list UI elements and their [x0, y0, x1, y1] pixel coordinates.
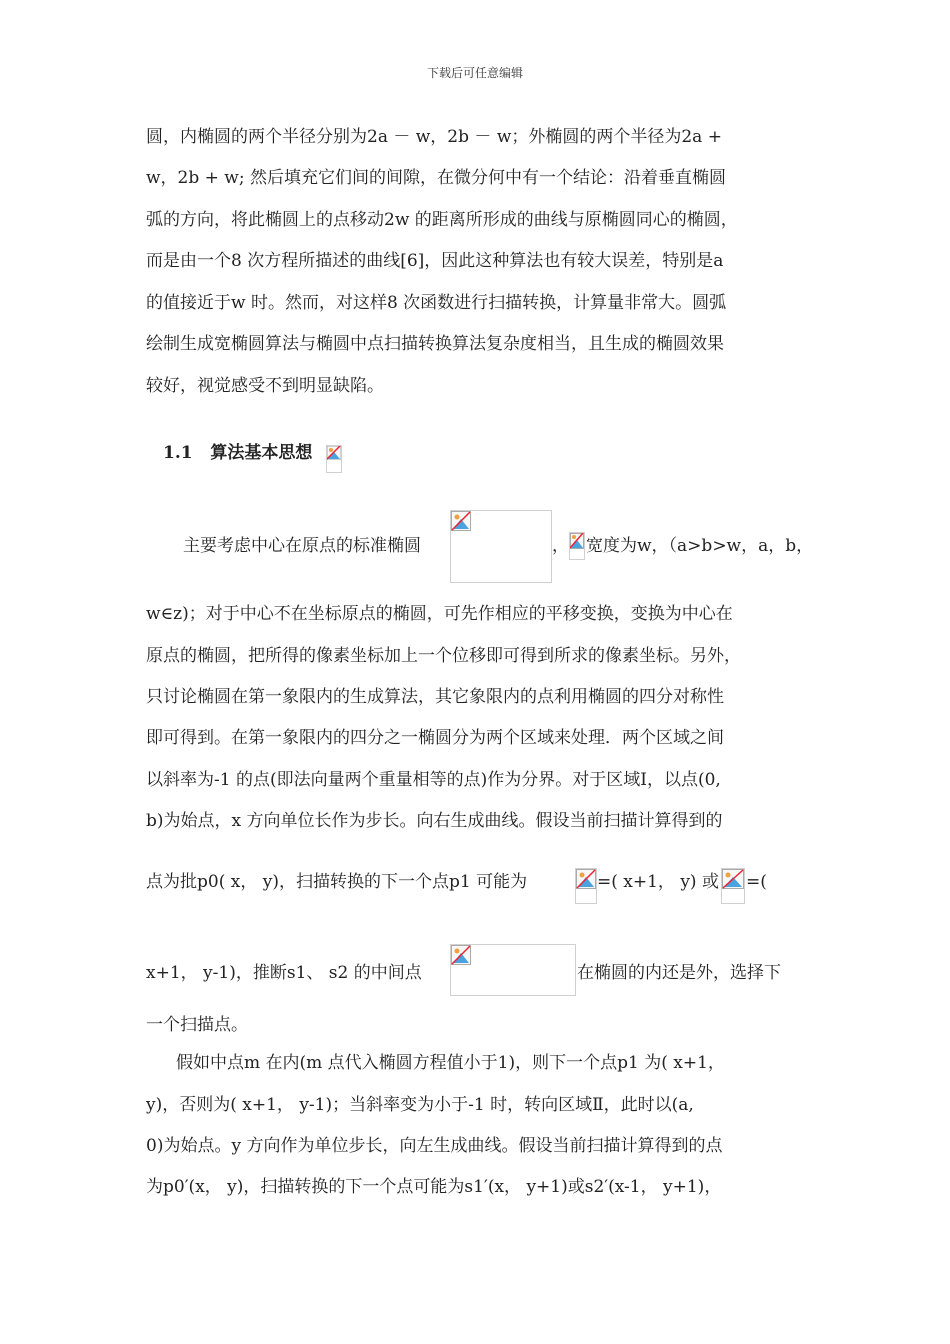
- para3-line: y)，否则为( x+1， y-1)；当斜率变为小于-1 时，转向区域Ⅱ，此时以(a,: [146, 1095, 694, 1115]
- para2-line: 点为批p0( x， y)，扫描转换的下一个点p1 可能为: [146, 872, 528, 892]
- para3-line: 为p0′(x， y)，扫描转换的下一个点可能为s1′(x， y+1)或s2′(x-1， y+1)，: [146, 1177, 722, 1197]
- equation-image-placeholder: [450, 944, 576, 996]
- para2-line: 在椭圆的内还是外，选择下: [577, 963, 781, 983]
- para2-line: 即可得到。在第一象限内的四分之一椭圆分为两个区域来处理．两个区域之间: [146, 728, 724, 748]
- para3-line: 0)为始点。y 方向作为单位步长，向左生成曲线。假设当前扫描计算得到的点: [146, 1136, 723, 1156]
- para2-line: 只讨论椭圆在第一象限内的生成算法，其它象限内的点利用椭圆的四分对称性: [146, 687, 724, 707]
- para2-line: w∈z)；对于中心不在坐标原点的椭圆，可先作相应的平移变换，变换为中心在: [146, 604, 733, 624]
- para2-line: 原点的椭圆，把所得的像素坐标加上一个位移即可得到所求的像素坐标。另外，: [146, 646, 741, 666]
- section-title: 算法基本思想: [210, 443, 313, 463]
- para1-line: 圆，内椭圆的两个半径分别为2a － w，2b － w；外椭圆的两个半径为2a +: [146, 127, 722, 147]
- para2-line: x+1， y-1)，推断s1、 s2 的中间点: [146, 963, 422, 983]
- broken-image-icon: [326, 445, 342, 473]
- section-number: 1.1: [163, 443, 193, 463]
- broken-image-icon: [569, 532, 585, 560]
- para1-line: 弧的方向，将此椭圆上的点移动2w 的距离所形成的曲线与原椭圆同心的椭圆，: [146, 210, 738, 230]
- para1-line: 的值接近于w 时。然而，对这样8 次函数进行扫描转换，计算量非常大。圆弧: [146, 293, 727, 313]
- para2-line: 一个扫描点。: [146, 1015, 248, 1035]
- para1-line: 较好，视觉感受不到明显缺陷。: [146, 376, 384, 396]
- para2-line: 主要考虑中心在原点的标准椭圆: [183, 536, 421, 556]
- para2-line: b)为始点，x 方向单位长作为步长。向右生成曲线。假设当前扫描计算得到的: [146, 811, 723, 831]
- page-header: 下载后可任意编辑: [426, 66, 523, 80]
- para2-line: =( x+1， y) 或: [597, 872, 719, 892]
- para2-line: =(: [746, 872, 767, 892]
- para1-line: 而是由一个8 次方程所描述的曲线[6]，因此这种算法也有较大误差，特别是a: [146, 251, 724, 271]
- para2-line: 以斜率为-1 的点(即法向量两个重量相等的点)作为分界。对于区域I，以点(0,: [146, 770, 721, 790]
- para2-line: 宽度为w，（a>b>w，a，b，: [586, 536, 814, 556]
- section-heading: [163, 438, 312, 463]
- broken-image-icon: [575, 868, 597, 904]
- para2-comma: ，: [552, 536, 569, 556]
- broken-image-icon: [721, 868, 745, 904]
- para1-line: 绘制生成宽椭圆算法与椭圆中点扫描转换算法复杂度相当，且生成的椭圆效果: [146, 334, 724, 354]
- para3-line: 假如中点m 在内(m 点代入椭圆方程值小于1)，则下一个点p1 为( x+1，: [176, 1053, 725, 1073]
- equation-image-placeholder: [450, 510, 552, 583]
- para1-line: w，2b + w; 然后填充它们间的间隙，在微分何中有一个结论：沿着垂直椭圆: [146, 168, 726, 188]
